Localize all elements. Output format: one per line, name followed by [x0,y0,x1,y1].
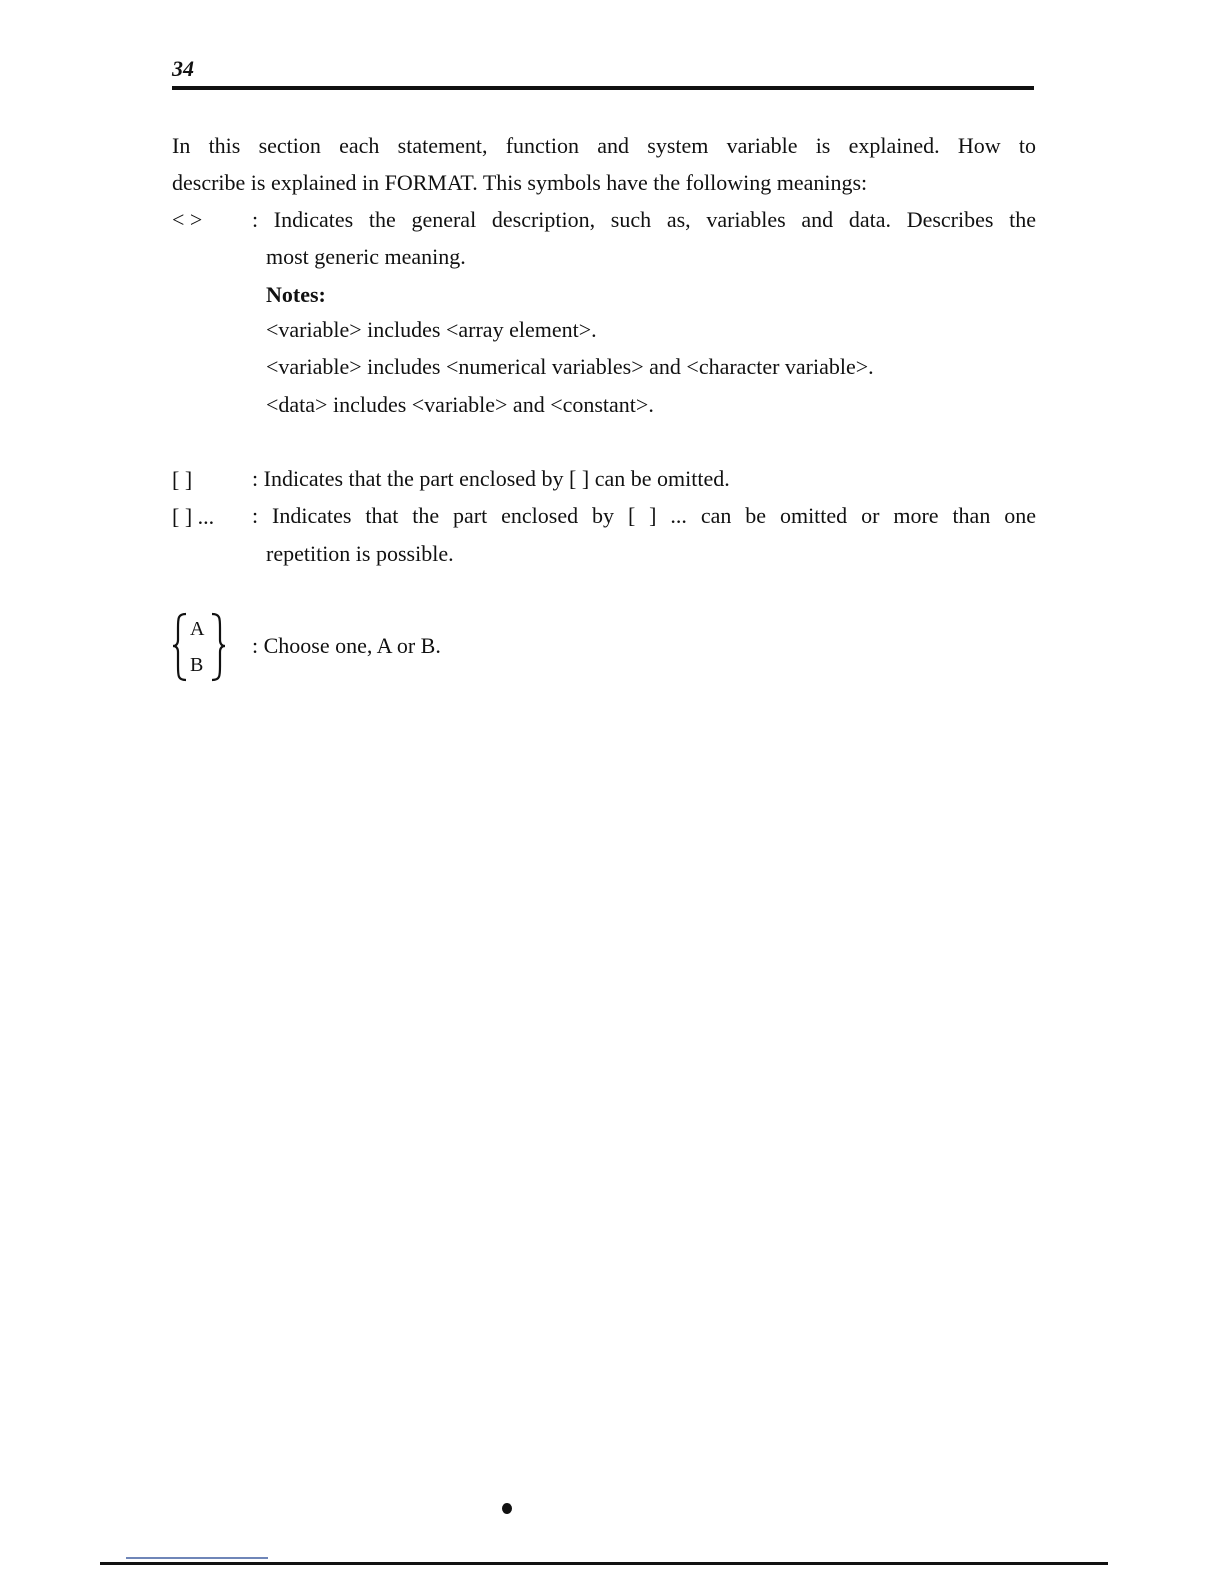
angle-bracket-symbol: < > [172,207,203,232]
intro-line-1: In this section each statement, function and system variable is explained. How to [172,133,1036,158]
note-item: <variable> includes <array element>. [266,317,597,342]
bracket-repeat-symbol: [ ] ... [172,504,215,529]
bracket-repeat-definition: : Indicates that the part enclosed by [ ] ... can be omitted or more than one [252,503,1036,528]
note-item: <variable> includes <numerical variables> and <character variable>. [266,354,874,379]
angle-bracket-definition-cont: most generic meaning. [266,244,466,269]
choice-option-a: A [190,618,205,640]
choice-brace-group [170,610,230,682]
notes-label: Notes: [266,282,326,307]
note-item: <data> includes <variable> and <constant>. [266,392,654,417]
angle-bracket-definition: : Indicates the general description, such as, variables and data. Describes the [252,207,1036,232]
page-number: 34 [172,56,194,81]
header-rule [172,86,1034,90]
bracket-repeat-definition-cont: repetition is possible. [266,541,454,566]
choice-option-b: B [190,654,204,676]
bracket-symbol: [ ] [172,467,193,492]
ink-dot [502,1503,512,1514]
choice-definition: : Choose one, A or B. [252,633,441,658]
footer-accent-line [126,1557,268,1559]
intro-line-2: describe is explained in FORMAT. This symbols have the following meanings: [172,170,868,195]
bracket-definition: : Indicates that the part enclosed by [ ] can be omitted. [252,466,730,491]
footer-rule [100,1562,1108,1565]
